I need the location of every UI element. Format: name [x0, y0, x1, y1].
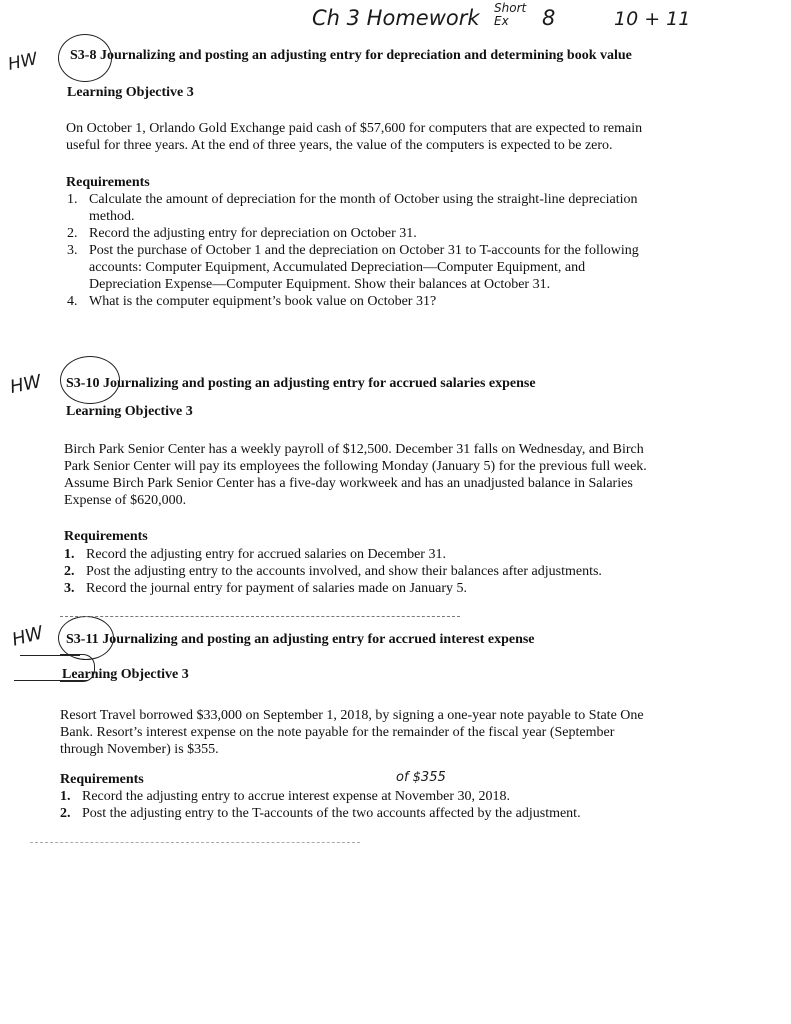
- s3-10-code: S3-10: [66, 376, 100, 391]
- body-line: Resort Travel borrowed $33,000 on September 1, 2018, by signing a one-year note payable to State One: [60, 708, 644, 723]
- requirement-line: Record the journal entry for payment of salaries made on January 5.: [86, 581, 467, 596]
- body-line: useful for three years. At the end of three years, the value of the computers is expected to be zero.: [66, 138, 613, 153]
- requirement-line: Calculate the amount of depreciation for the month of October using the straight-line depreciation: [89, 192, 638, 207]
- hw-mark-1: HW: [6, 49, 40, 75]
- requirement-line: Record the adjusting entry to accrue interest expense at November 30, 2018.: [82, 789, 511, 804]
- section-divider: [60, 616, 460, 617]
- s3-11-heading-text: Journalizing and posting an adjusting entry for accrued interest expense: [102, 632, 535, 647]
- s3-8-requirements-title: Requirements: [66, 175, 150, 190]
- s3-10-heading: [66, 376, 536, 392]
- handwritten-title: Ch 3 Homework: [312, 6, 480, 30]
- s3-11-heading: [66, 632, 535, 648]
- s3-8-code: S3-8: [70, 48, 97, 63]
- body-line: Birch Park Senior Center has a weekly payroll of $12,500. December 31 falls on Wednesday, and Birch: [64, 442, 644, 457]
- bottom-scan-line: [30, 842, 360, 843]
- requirement-line: Post the adjusting entry to the accounts involved, and show their balances after adjustments.: [86, 564, 602, 579]
- requirement-line: Record the adjusting entry for depreciation on October 31.: [89, 226, 417, 241]
- requirement-item: [67, 293, 727, 310]
- requirement-number: 4.: [67, 294, 78, 309]
- requirement-number: 3.: [64, 581, 75, 596]
- requirement-item: [60, 788, 730, 805]
- requirement-item: [64, 580, 724, 597]
- s3-11-code: S3-11: [66, 632, 99, 647]
- requirement-number: 1.: [60, 789, 71, 804]
- s3-10-requirements: [64, 546, 724, 597]
- requirement-item: [64, 546, 724, 563]
- requirement-line: Depreciation Expense—Computer Equipment. Show their balances at October 31.: [89, 277, 551, 292]
- s3-8-heading-text: Journalizing and posting an adjusting entry for depreciation and determining book value: [99, 48, 632, 63]
- s3-8-body: [66, 120, 726, 154]
- requirement-item: [67, 242, 727, 293]
- requirement-line: method.: [89, 209, 135, 224]
- handwritten-range: 10 + 11: [614, 8, 691, 30]
- requirement-item: [67, 191, 727, 225]
- requirement-number: 2.: [67, 226, 78, 241]
- handwritten-bracket: [60, 654, 95, 682]
- requirement-number: 1.: [64, 547, 75, 562]
- body-line: Bank. Resort’s interest expense on the note payable for the remainder of the fiscal year (September: [60, 725, 615, 740]
- s3-10-body: [64, 441, 724, 509]
- handwritten-note-355: of $355: [396, 770, 446, 785]
- requirement-number: 3.: [67, 243, 78, 258]
- s3-8-learning-objective: Learning Objective 3: [67, 85, 194, 100]
- hw-mark-2: HW: [8, 370, 44, 399]
- handwritten-short-ex: Short Ex: [494, 1, 527, 28]
- requirement-item: [60, 805, 730, 822]
- s3-11-requirements-title: Requirements: [60, 772, 144, 787]
- s3-11-body: [60, 707, 730, 758]
- requirement-number: 2.: [60, 806, 71, 821]
- s3-10-learning-objective: Learning Objective 3: [66, 404, 193, 419]
- requirement-item: [64, 563, 724, 580]
- requirement-number: 2.: [64, 564, 75, 579]
- s3-10-requirements-title: Requirements: [64, 529, 148, 544]
- requirement-number: 1.: [67, 192, 78, 207]
- requirement-item: [67, 225, 727, 242]
- handwritten-ex-number: 8: [542, 6, 556, 30]
- requirement-line: Post the purchase of October 1 and the depreciation on October 31 to T-accounts for the following: [89, 243, 639, 258]
- requirement-line: What is the computer equipment’s book value on October 31?: [89, 294, 437, 309]
- body-line: through November) is $355.: [60, 742, 219, 757]
- body-line: Expense of $620,000.: [64, 493, 187, 508]
- requirement-line: Record the adjusting entry for accrued salaries on December 31.: [86, 547, 446, 562]
- s3-8-heading: [70, 48, 632, 64]
- requirement-line: accounts: Computer Equipment, Accumulated Depreciation—Computer Equipment, and: [89, 260, 586, 275]
- s3-8-requirements: [67, 191, 727, 310]
- s3-10-heading-text: Journalizing and posting an adjusting entry for accrued salaries expense: [102, 376, 536, 391]
- body-line: Park Senior Center will pay its employees the following Monday (January 5) for the previous full week.: [64, 459, 647, 474]
- requirement-line: Post the adjusting entry to the T-accounts of the two accounts affected by the adjustment.: [82, 806, 581, 821]
- s3-11-requirements: [60, 788, 730, 822]
- s3-11-learning-objective: Learning Objective 3: [62, 667, 189, 682]
- hw-mark-3: HW: [9, 622, 46, 651]
- body-line: Assume Birch Park Senior Center has a five-day workweek and has an unadjusted balance in Salaries: [64, 476, 633, 491]
- body-line: On October 1, Orlando Gold Exchange paid cash of $57,600 for computers that are expected to remain: [66, 121, 643, 136]
